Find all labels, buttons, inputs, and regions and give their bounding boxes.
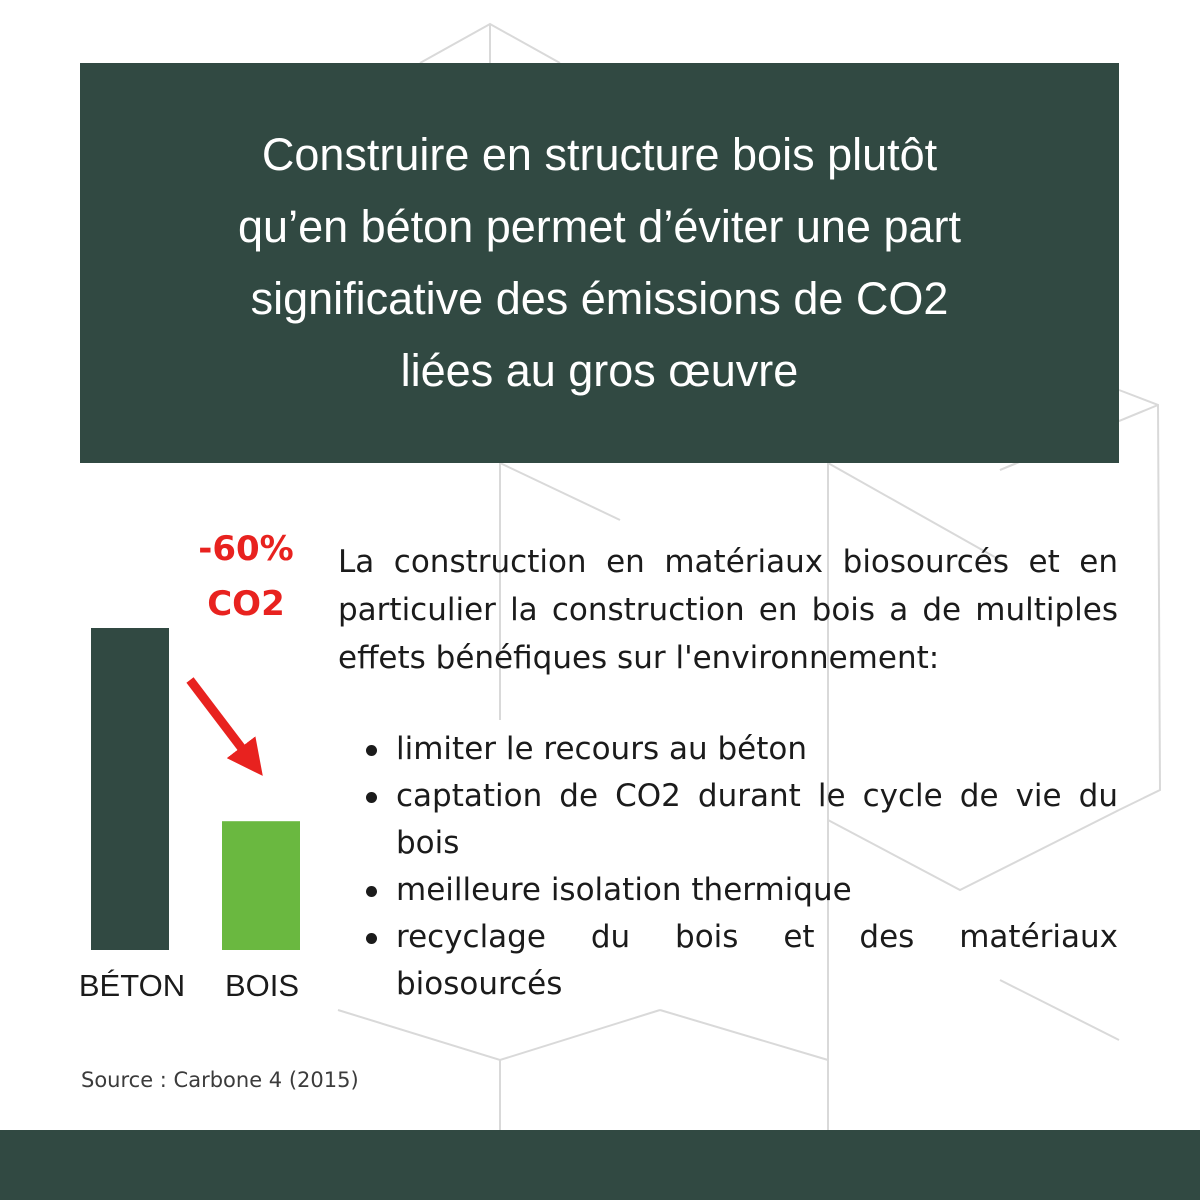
bar-beton (91, 628, 169, 950)
benefit-text: recyclage du bois et des matériaux biosourcés (396, 919, 1118, 1002)
benefit-item (396, 867, 1118, 914)
benefit-text: limiter le recours au béton (396, 731, 807, 767)
intro-paragraph: La construction en matériaux biosourcés et en particulier la construction en bois a de multiples effets bénéfiques sur l'environnement: (338, 544, 1118, 676)
co2-bar-chart (60, 520, 330, 1020)
benefits-list (396, 726, 1118, 1008)
bar-bois (222, 821, 300, 950)
benefit-text: captation de CO2 durant le cycle de vie du bois (396, 778, 1118, 861)
footer-band (0, 1130, 1200, 1200)
down-arrow-icon (190, 680, 253, 763)
benefit-text: meilleure isolation thermique (396, 872, 852, 908)
reduction-percent-label: -60% (198, 529, 294, 569)
bullet-icon (366, 886, 377, 897)
bullet-icon (366, 745, 377, 756)
benefit-item (396, 726, 1118, 773)
benefit-item (396, 773, 1118, 867)
bullet-icon (366, 933, 377, 944)
bullet-icon (366, 792, 377, 803)
benefit-item (396, 914, 1118, 1008)
category-label: BÉTON (78, 968, 186, 1003)
source-note: Source : Carbone 4 (2015) (81, 1068, 359, 1092)
category-label: BOIS (224, 968, 300, 1003)
header-title: Construire en structure bois plutôt qu’en béton permet d’éviter une part significative des émissions de CO2 liées au gros œuvre (238, 129, 961, 396)
header-box (80, 63, 1119, 463)
reduction-co2-label: CO2 (207, 584, 285, 624)
